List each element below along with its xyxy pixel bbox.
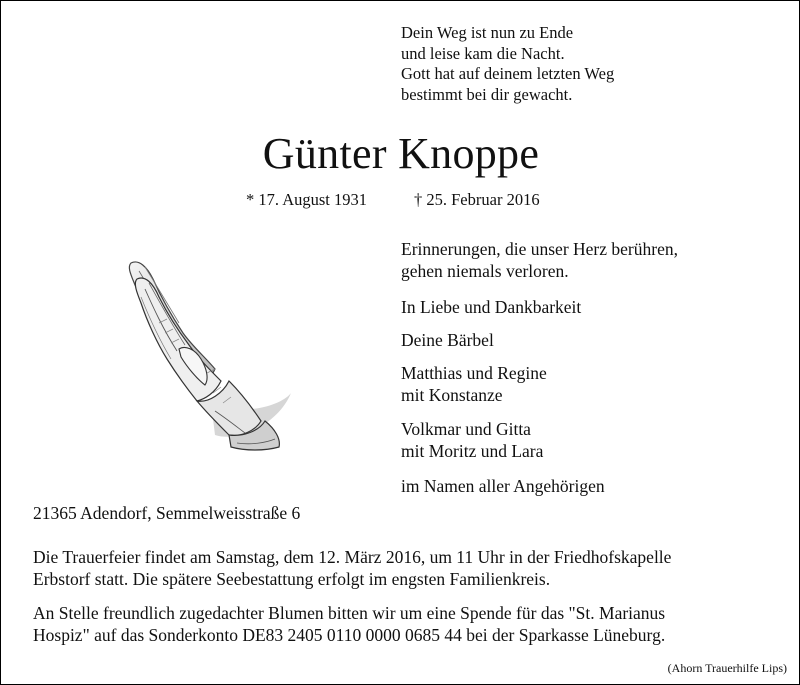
family-line: Matthias und Regine — [401, 363, 547, 383]
mourners-closing: im Namen aller Angehörigen — [401, 476, 605, 496]
quote-line: gehen niemals verloren. — [401, 261, 569, 281]
poem-line: und leise kam die Nacht. — [401, 43, 565, 63]
birth-date: * 17. August 1931 — [246, 190, 368, 209]
donation-line: An Stelle freundlich zugedachter Blumen bitten wir um eine Spende für das "St. Marianus — [33, 603, 666, 623]
quote-line: Erinnerungen, die unser Herz berühren, — [401, 239, 678, 259]
poem-verse — [401, 23, 614, 105]
family-line: mit Moritz und Lara — [401, 441, 544, 461]
mourners-intro: In Liebe und Dankbarkeit — [401, 297, 582, 317]
mourner-address: 21365 Adendorf, Semmelweisstraße 6 — [33, 503, 301, 523]
donation-info — [33, 602, 778, 646]
funeral-line: Die Trauerfeier findet am Samstag, dem 12. März 2016, um 11 Uhr in der Friedhofskapelle — [33, 547, 672, 567]
praying-hands-icon — [119, 253, 299, 453]
mourner-wife: Deine Bärbel — [401, 330, 494, 350]
memorial-quote — [401, 238, 678, 282]
poem-line: Dein Weg ist nun zu Ende — [401, 23, 574, 42]
mourner-family-2 — [401, 418, 543, 462]
poem-line: bestimmt bei dir gewacht. — [401, 84, 573, 104]
funeral-info — [33, 546, 778, 590]
family-line: mit Konstanze — [401, 385, 503, 405]
funeral-line: Erbstorf statt. Die spätere Seebestattung erfolgt im engsten Familienkreis. — [33, 569, 551, 589]
undertaker-credit: (Ahorn Trauerhilfe Lips) — [667, 661, 787, 675]
donation-line: Hospiz" auf das Sonderkonto DE83 2405 0110 0000 0685 44 bei der Sparkasse Lüneburg. — [33, 625, 666, 645]
mourner-family-1 — [401, 362, 547, 406]
poem-line: Gott hat auf deinem letzten Weg — [401, 64, 615, 83]
death-date: † 25. Februar 2016 — [414, 190, 540, 209]
deceased-name: Günter Knoppe — [262, 129, 540, 178]
family-line: Volkmar und Gitta — [401, 419, 531, 439]
